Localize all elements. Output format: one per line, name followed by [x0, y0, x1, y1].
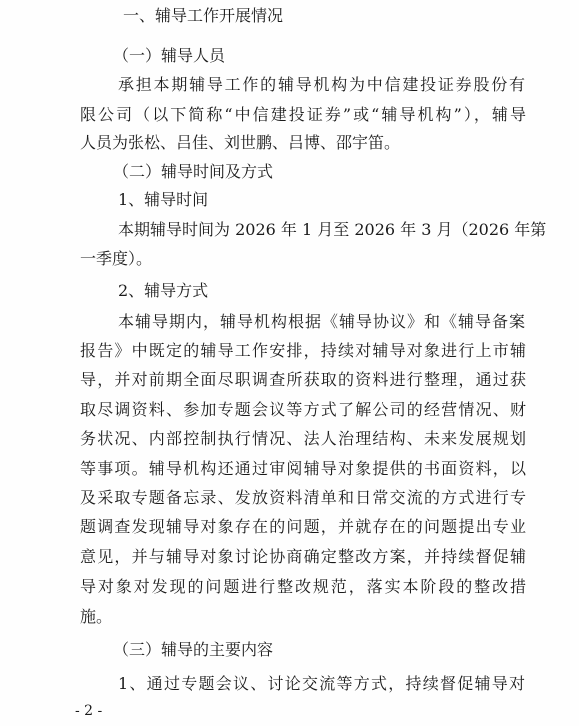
paragraph-line: 限公司（以下简称“中信建投证券”或“辅导机构”），辅导: [80, 105, 526, 124]
paragraph-line: 人员为张松、吕佳、刘世鹏、吕博、邵宇笛。: [80, 133, 401, 152]
paragraph-line: 报告》中既定的辅导工作安排，持续对辅导对象进行上市辅: [80, 341, 526, 360]
paragraph-line: 施。: [80, 607, 113, 626]
section-heading-1: 一、辅导工作开展情况: [123, 6, 284, 25]
subsection-heading-content: （三）辅导的主要内容: [113, 640, 274, 659]
paragraph-line: 导对象对发现的问题进行整改规范，落实本阶段的整改措: [80, 577, 526, 596]
paragraph-line: 导，并对前期全面尽职调查所获取的资料进行整理，通过获: [80, 370, 526, 389]
paragraph-line: 本辅导期内，辅导机构根据《辅导协议》和《辅导备案: [118, 312, 525, 331]
page-number: - 2 -: [75, 703, 103, 719]
paragraph-line: 承担本期辅导工作的辅导机构为中信建投证券股份有: [118, 75, 525, 94]
item-heading-time: 1、辅导时间: [118, 190, 209, 209]
paragraph-line: 一季度）。: [80, 249, 153, 268]
subsection-heading-personnel: （一）辅导人员: [113, 46, 226, 65]
paragraph-line: 题调查发现辅导对象存在的问题，并就存在的问题提出专业: [80, 517, 526, 536]
paragraph-line: 意见，并与辅导对象讨论协商确定整改方案，并持续督促辅: [80, 547, 526, 566]
paragraph-line: 取尽调资料、参加专题会议等方式了解公司的经营情况、财: [80, 400, 526, 419]
paragraph-line: 等事项。辅导机构还通过审阅辅导对象提供的书面资料，以: [80, 459, 526, 478]
paragraph-line: 本期辅导时间为 2026 年 1 月至 2026 年 3 月（2026 年第: [118, 220, 547, 239]
subsection-heading-time-method: （二）辅导时间及方式: [113, 162, 274, 181]
item-heading-method: 2、辅导方式: [118, 281, 209, 300]
paragraph-line: 务状况、内部控制执行情况、法人治理结构、未来发展规划: [80, 429, 526, 448]
paragraph-line: 1、通过专题会议、讨论交流等方式，持续督促辅导对: [118, 674, 525, 693]
paragraph-line: 及采取专题备忘录、发放资料清单和日常交流的方式进行专: [80, 488, 526, 507]
